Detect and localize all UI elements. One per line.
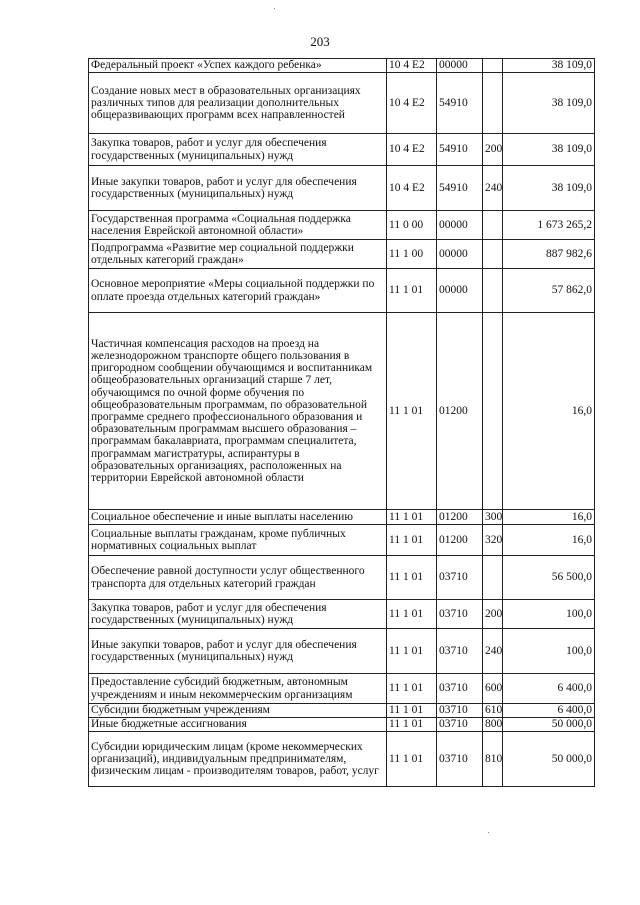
expense-direction-code-cell: 03710 — [437, 674, 483, 704]
line-item-name-cell: Иные закупки товаров, работ и услуг для обеспечения государственных (муниципальных) нужд — [89, 166, 387, 211]
table-row — [89, 240, 595, 269]
line-item-name-cell: Субсидии бюджетным учреждениям — [89, 704, 387, 718]
budget-table — [88, 58, 595, 787]
expense-direction-code-cell: 03710 — [437, 629, 483, 674]
table-row — [89, 732, 595, 787]
target-article-code-cell: 10 4 E2 — [387, 73, 437, 134]
line-item-name-cell: Частичная компенсация расходов на проезд на железнодорожном транспорте общего пользования в пригородном сообщении обучающимся и воспитанникам общеобразовательных организаций старше 7 лет, обучающимся по очной форме обучения по общеобразовательным программам, по образовательной программе среднего профессионального образования и образовательным программам высшего образования – программам бакалавриата, программам специалитета, программам магистратуры, аспирантуры в образовательных организациях, расположенных на территории Еврейской автономной области — [89, 313, 387, 510]
table-row — [89, 73, 595, 134]
line-item-name-cell: Закупка товаров, работ и услуг для обеспечения государственных (муниципальных) нужд — [89, 600, 387, 629]
target-article-code-cell: 11 1 01 — [387, 556, 437, 600]
line-item-name-cell: Государственная программа «Социальная поддержка населения Еврейской автономной области» — [89, 211, 387, 240]
expense-type-code-cell: 200 — [483, 134, 503, 166]
expense-direction-code-cell: 03710 — [437, 704, 483, 718]
table-row — [89, 704, 595, 718]
line-item-name-cell: Социальное обеспечение и иные выплаты населению — [89, 510, 387, 525]
table-row — [89, 269, 595, 313]
expense-type-code-cell — [483, 313, 503, 510]
table-row — [89, 313, 595, 510]
target-article-code-cell: 10 4 E2 — [387, 166, 437, 211]
table-row — [89, 134, 595, 166]
expense-type-code-cell: 320 — [483, 525, 503, 556]
amount-cell: 38 109,0 — [503, 134, 595, 166]
expense-direction-code-cell: 00000 — [437, 59, 483, 73]
line-item-name-cell: Создание новых мест в образовательных организациях различных типов для реализации дополнительных общеразвивающих программ всех направленностей — [89, 73, 387, 134]
expense-type-code-cell: 610 — [483, 704, 503, 718]
line-item-name-cell: Субсидии юридическим лицам (кроме некоммерческих организаций), индивидуальным предпринимателям, физическим лицам - производителям товаров, работ, услуг — [89, 732, 387, 787]
expense-type-code-cell — [483, 556, 503, 600]
expense-type-code-cell — [483, 240, 503, 269]
target-article-code-cell: 11 0 00 — [387, 211, 437, 240]
expense-type-code-cell — [483, 73, 503, 134]
expense-direction-code-cell: 01200 — [437, 525, 483, 556]
expense-direction-code-cell: 54910 — [437, 73, 483, 134]
amount-cell: 100,0 — [503, 629, 595, 674]
table-row — [89, 211, 595, 240]
expense-type-code-cell: 800 — [483, 718, 503, 732]
table-row — [89, 600, 595, 629]
amount-cell: 1 673 265,2 — [503, 211, 595, 240]
line-item-name-cell: Иные закупки товаров, работ и услуг для обеспечения государственных (муниципальных) нужд — [89, 629, 387, 674]
expense-type-code-cell: 200 — [483, 600, 503, 629]
target-article-code-cell: 11 1 00 — [387, 240, 437, 269]
table-row — [89, 718, 595, 732]
expense-direction-code-cell: 01200 — [437, 313, 483, 510]
amount-cell: 38 109,0 — [503, 59, 595, 73]
expense-direction-code-cell: 03710 — [437, 556, 483, 600]
expense-direction-code-cell: 03710 — [437, 600, 483, 629]
line-item-name-cell: Федеральный проект «Успех каждого ребенка» — [89, 59, 387, 73]
scan-speck — [488, 832, 489, 833]
line-item-name-cell: Закупка товаров, работ и услуг для обеспечения государственных (муниципальных) нужд — [89, 134, 387, 166]
target-article-code-cell: 11 1 01 — [387, 732, 437, 787]
expense-type-code-cell: 300 — [483, 510, 503, 525]
target-article-code-cell: 10 4 E2 — [387, 134, 437, 166]
amount-cell: 16,0 — [503, 510, 595, 525]
line-item-name-cell: Предоставление субсидий бюджетным, автономным учреждениям и иным некоммерческим организациям — [89, 674, 387, 704]
line-item-name-cell: Обеспечение равной доступности услуг общественного транспорта для отдельных категорий граждан — [89, 556, 387, 600]
page-number: 203 — [310, 34, 330, 49]
target-article-code-cell: 11 1 01 — [387, 629, 437, 674]
target-article-code-cell: 11 1 01 — [387, 525, 437, 556]
expense-type-code-cell: 810 — [483, 732, 503, 787]
amount-cell: 50 000,0 — [503, 732, 595, 787]
amount-cell: 56 500,0 — [503, 556, 595, 600]
expense-type-code-cell — [483, 211, 503, 240]
target-article-code-cell: 11 1 01 — [387, 269, 437, 313]
expense-type-code-cell: 240 — [483, 629, 503, 674]
expense-direction-code-cell: 00000 — [437, 240, 483, 269]
line-item-name-cell: Иные бюджетные ассигнования — [89, 718, 387, 732]
target-article-code-cell: 11 1 01 — [387, 510, 437, 525]
expense-type-code-cell: 600 — [483, 674, 503, 704]
table-row — [89, 525, 595, 556]
budget-table-body — [89, 59, 595, 787]
target-article-code-cell: 11 1 01 — [387, 600, 437, 629]
line-item-name-cell: Социальные выплаты гражданам, кроме публичных нормативных социальных выплат — [89, 525, 387, 556]
target-article-code-cell: 11 1 01 — [387, 674, 437, 704]
expense-direction-code-cell: 00000 — [437, 211, 483, 240]
expense-direction-code-cell: 54910 — [437, 134, 483, 166]
expense-direction-code-cell: 03710 — [437, 732, 483, 787]
target-article-code-cell: 11 1 01 — [387, 718, 437, 732]
target-article-code-cell: 11 1 01 — [387, 313, 437, 510]
amount-cell: 6 400,0 — [503, 674, 595, 704]
table-row — [89, 59, 595, 73]
line-item-name-cell: Основное мероприятие «Меры социальной поддержки по оплате проезда отдельных категорий граждан» — [89, 269, 387, 313]
amount-cell: 38 109,0 — [503, 166, 595, 211]
expense-type-code-cell: 240 — [483, 166, 503, 211]
amount-cell: 100,0 — [503, 600, 595, 629]
amount-cell: 38 109,0 — [503, 73, 595, 134]
table-row — [89, 674, 595, 704]
expense-direction-code-cell: 01200 — [437, 510, 483, 525]
amount-cell: 887 982,6 — [503, 240, 595, 269]
amount-cell: 16,0 — [503, 313, 595, 510]
target-article-code-cell: 10 4 E2 — [387, 59, 437, 73]
expense-direction-code-cell: 03710 — [437, 718, 483, 732]
amount-cell: 57 862,0 — [503, 269, 595, 313]
amount-cell: 6 400,0 — [503, 704, 595, 718]
amount-cell: 16,0 — [503, 525, 595, 556]
expense-direction-code-cell: 54910 — [437, 166, 483, 211]
expense-direction-code-cell: 00000 — [437, 269, 483, 313]
table-row — [89, 556, 595, 600]
expense-type-code-cell — [483, 59, 503, 73]
scan-speck — [274, 8, 275, 9]
line-item-name-cell: Подпрограмма «Развитие мер социальной поддержки отдельных категорий граждан» — [89, 240, 387, 269]
table-row — [89, 510, 595, 525]
target-article-code-cell: 11 1 01 — [387, 704, 437, 718]
amount-cell: 50 000,0 — [503, 718, 595, 732]
table-row — [89, 166, 595, 211]
expense-type-code-cell — [483, 269, 503, 313]
table-row — [89, 629, 595, 674]
